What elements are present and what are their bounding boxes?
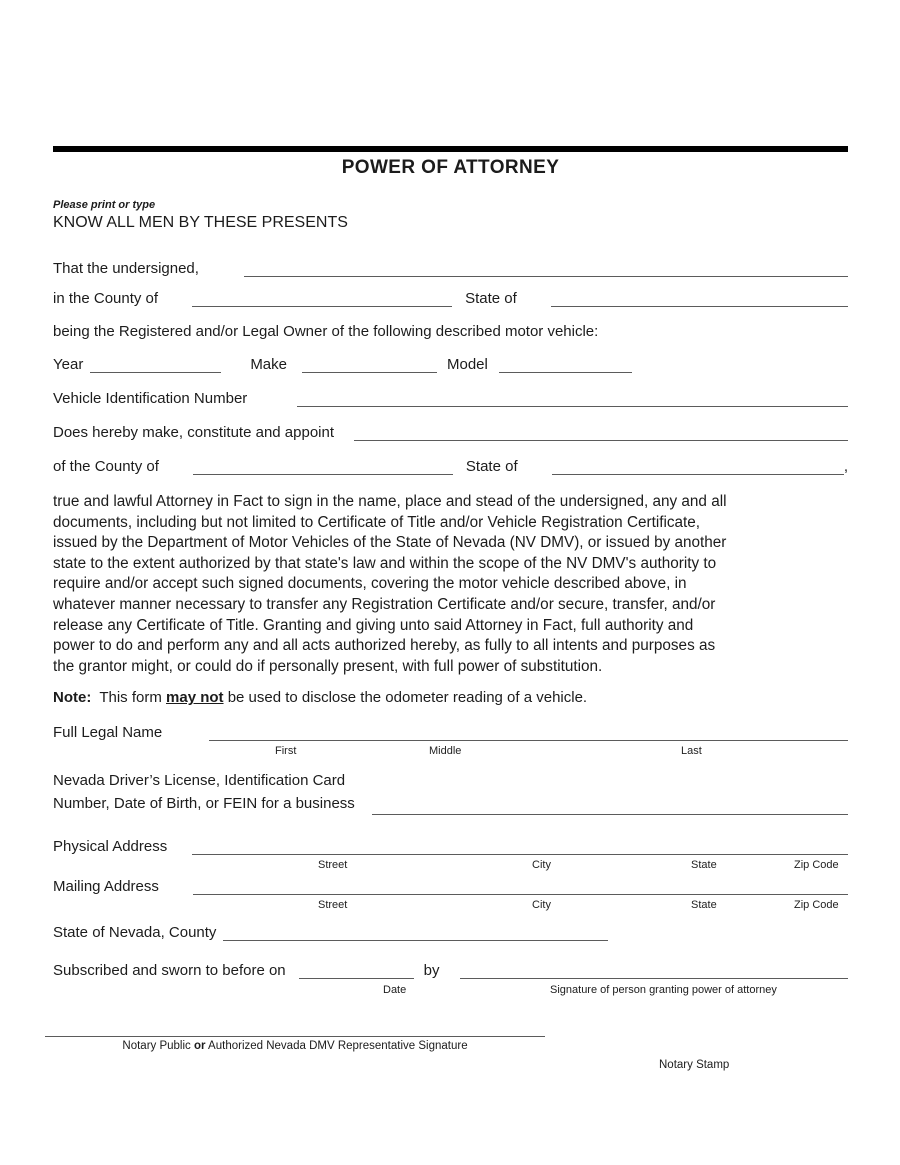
date-line xyxy=(299,973,414,979)
presents-heading: KNOW ALL MEN BY THESE PRESENTS xyxy=(53,214,348,231)
note-text-after: be used to disclose the odometer reading of a vehicle. xyxy=(223,689,588,707)
nevada-county-row xyxy=(53,924,848,941)
in-county-label: in the County of xyxy=(53,290,159,307)
odometer-note xyxy=(53,689,848,706)
nevada-county-line xyxy=(223,935,608,941)
paragraph-line: true and lawful Attorney in Fact to sign in the name, place and stead of the undersigned, any and all xyxy=(53,493,727,510)
vin-line xyxy=(297,401,848,407)
date-sublabel: Date xyxy=(383,984,407,997)
print-instruction: Please print or type xyxy=(53,199,156,211)
full-name-row xyxy=(53,724,848,741)
by-label: by xyxy=(423,962,440,980)
note-emphasized: may not xyxy=(166,689,224,707)
id-label-line1: Nevada Driver’s License, Identification Card xyxy=(53,772,346,790)
notary-label-before: Notary Public xyxy=(122,1040,194,1053)
model-line xyxy=(499,367,632,373)
state-sublabel: State xyxy=(691,859,717,872)
name-sublabels xyxy=(205,745,848,758)
city-sublabel: City xyxy=(532,859,551,872)
make-line xyxy=(302,367,437,373)
notary-signature-line xyxy=(45,1036,545,1037)
paragraph-line: issued by the Department of Motor Vehicles of the State of Nevada (NV DMV), or issued by another xyxy=(53,534,727,552)
undersigned-label: That the undersigned, xyxy=(53,260,199,277)
paragraph-line: state to the extent authorized by that state's law and within the scope of the NV DMV's authority to xyxy=(53,554,717,572)
nevada-county-label: State of Nevada, County xyxy=(53,924,217,942)
paragraph-line: require and/or accept such signed documents, covering the motor vehicle described above, in xyxy=(53,575,687,593)
make-label: Make xyxy=(250,356,287,373)
state-line xyxy=(551,301,848,307)
trailing-comma: , xyxy=(843,458,848,475)
top-rule xyxy=(53,146,848,152)
paragraph-line: power to do and perform any and all acts authorized hereby, as fully to all intents and purposes as xyxy=(53,637,716,655)
of-county-label: of the County of xyxy=(53,458,159,475)
mailing-address-line xyxy=(193,889,848,895)
mailing-address-sublabels xyxy=(210,899,848,912)
attorney-county-line xyxy=(193,469,453,475)
id-number-line xyxy=(372,809,848,815)
zip-code-sublabel: Zip Code xyxy=(794,899,839,912)
appoint-label: Does hereby make, constitute and appoint xyxy=(53,424,335,441)
id-number-row xyxy=(53,769,848,815)
state-sublabel: State xyxy=(691,899,717,912)
owner-statement: being the Registered and/or Legal Owner of the following described motor vehicle: xyxy=(53,323,599,340)
notary-label-or: or xyxy=(194,1040,206,1053)
id-label-line2: Number, Date of Birth, or FEIN for a business xyxy=(53,795,355,813)
physical-address-row xyxy=(53,838,848,855)
street-sublabel: Street xyxy=(318,859,348,872)
vehicle-row xyxy=(53,356,848,373)
year-line xyxy=(90,367,221,373)
notary-label-after: Authorized Nevada DMV Representative Signature xyxy=(205,1040,468,1053)
notary-signature-label xyxy=(45,1040,545,1053)
mailing-address-label: Mailing Address xyxy=(53,878,159,896)
vin-label: Vehicle Identification Number xyxy=(53,390,248,407)
middle-name-sublabel: Middle xyxy=(429,745,462,758)
state-label: State of xyxy=(465,290,517,307)
physical-address-label: Physical Address xyxy=(53,838,168,856)
sworn-row xyxy=(53,962,848,979)
appoint-row xyxy=(53,424,848,441)
zip-code-sublabel: Zip Code xyxy=(794,859,839,872)
county-state-row xyxy=(53,290,848,307)
undersigned-row xyxy=(53,260,848,277)
full-name-line xyxy=(209,735,848,741)
state-label-2: State of xyxy=(465,458,518,475)
paragraph-line: whatever manner necessary to transfer any Registration Certificate and/or secure, transfer, and/or xyxy=(53,595,716,613)
attorney-county-state-row xyxy=(53,458,848,475)
paragraph-line: documents, including but not limited to Certificate of Title and/or Vehicle Registration Certificate, xyxy=(53,513,701,531)
id-number-label xyxy=(53,769,355,815)
attorney-powers-paragraph xyxy=(53,492,848,677)
paragraph-line: release any Certificate of Title. Granting and giving unto said Attorney in Fact, full authority and xyxy=(53,616,694,634)
grantor-signature-line xyxy=(460,973,849,979)
physical-address-sublabels xyxy=(210,859,848,872)
sworn-sublabels xyxy=(53,984,848,997)
document-title: POWER OF ATTORNEY xyxy=(341,157,560,178)
attorney-name-line xyxy=(354,435,848,441)
model-label: Model xyxy=(447,356,488,373)
attorney-state-line xyxy=(552,469,844,475)
vin-row xyxy=(53,390,848,407)
street-sublabel: Street xyxy=(318,899,348,912)
mailing-address-row xyxy=(53,878,848,895)
sworn-label: Subscribed and sworn to before on xyxy=(53,962,286,980)
undersigned-name-line xyxy=(244,271,848,277)
first-name-sublabel: First xyxy=(275,745,297,758)
notary-stamp-label: Notary Stamp xyxy=(659,1059,730,1072)
city-sublabel: City xyxy=(532,899,551,912)
note-text-before: This form xyxy=(99,689,167,707)
signature-sublabel: Signature of person granting power of attorney xyxy=(550,984,777,997)
county-line xyxy=(192,301,452,307)
note-label: Note: xyxy=(53,689,92,707)
last-name-sublabel: Last xyxy=(681,745,702,758)
paragraph-line: the grantor might, or could do if personally present, with full power of substitution. xyxy=(53,657,603,675)
physical-address-line xyxy=(192,849,848,855)
year-label: Year xyxy=(53,356,84,373)
full-name-label: Full Legal Name xyxy=(53,724,163,742)
